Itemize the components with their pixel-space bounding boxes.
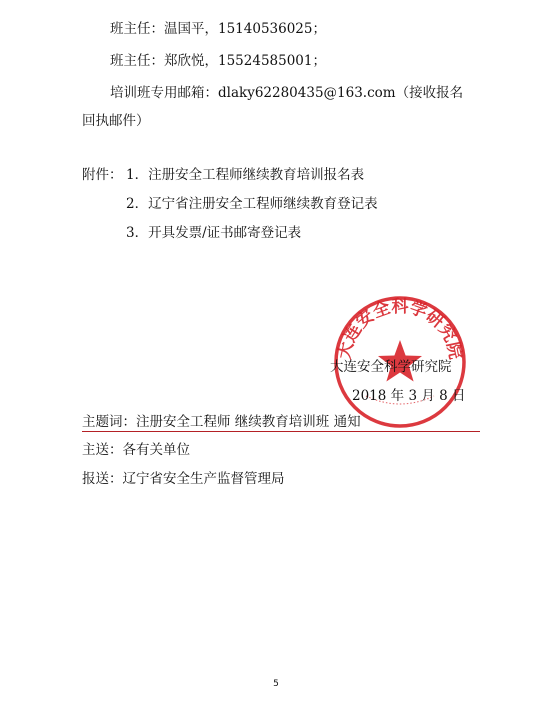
send-to: 主送：各有关单位	[82, 442, 190, 458]
attachment-item-2: 2．辽宁省注册安全工程师继续教育登记表	[126, 196, 378, 212]
attachment-item-1: 1．注册安全工程师继续教育培训报名表	[126, 167, 365, 183]
attachment-item-3: 3．开具发票/证书邮寄登记表	[126, 225, 302, 241]
attachments-label: 附件：	[82, 167, 123, 183]
signature-organization: 大连安全科学研究院	[330, 359, 452, 375]
divider-line	[82, 431, 480, 432]
contact-teacher-1: 班主任：温国平，15140536025；	[110, 21, 326, 37]
subject-keywords: 主题词：注册安全工程师 继续教育培训班 通知	[82, 414, 361, 430]
report-to: 报送：辽宁省安全生产监督管理局	[82, 471, 285, 487]
contact-email: 培训班专用邮箱：dlaky62280435@163.com（接收报名	[110, 85, 464, 101]
contact-teacher-2: 班主任：郑欣悦，15524585001；	[110, 53, 326, 69]
page-number: 5	[273, 679, 279, 689]
seal-text: 大连安全科学研究院	[334, 296, 466, 362]
signature-date: 2018 年 3 月 8 日	[352, 388, 466, 404]
contact-email-continuation: 回执邮件）	[82, 113, 150, 129]
